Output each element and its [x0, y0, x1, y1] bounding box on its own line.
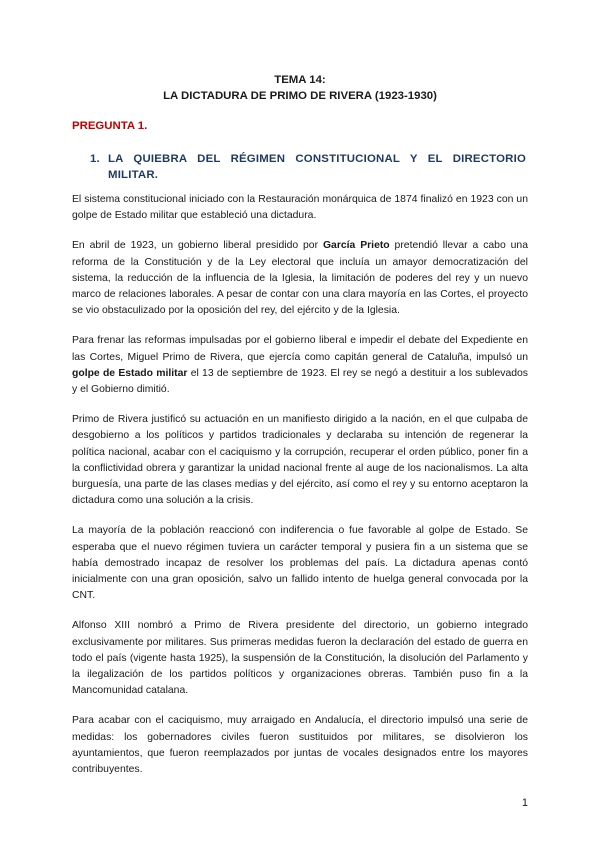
document-title-block	[72, 72, 528, 104]
document-body	[72, 192, 528, 792]
paragraph-2	[72, 238, 528, 319]
paragraph-3-bold: golpe de Estado militar	[72, 367, 188, 379]
section-title: LA QUIEBRA DEL RÉGIMEN CONSTITUCIONAL Y EL DIRECTORIO MILITAR.	[108, 153, 526, 181]
paragraph-5: La mayoría de la población reaccionó con indiferencia o fue favorable al golpe de Estado. Se esperaba que el nuevo régimen tuviera un carácter temporal y pusiera fin a un sistema que se había demostrado incapaz de resolver los problemas del país. La dictadura apenas contó inicialmente con una gran oposición, salvo un fallido intento de huelga general convocada por la CNT.	[72, 525, 528, 602]
paragraph-3-text-c: el 13 de septiembre de 1923. El rey se negó a destituir a los sublevados y el Gobierno dimitió.	[72, 367, 528, 396]
page-number: 1	[521, 797, 528, 809]
paragraph-3-text-a: Para frenar las reformas impulsadas por el gobierno liberal e impedir el debate del Expediente en las Cortes, Miguel Primo de Rivera, que ejercía como capitán general de Cataluña, impulsó un	[72, 335, 528, 363]
paragraph-2-text-c: pretendió llevar a cabo una reforma de la Constitución y de la Ley electoral que incluía un amayor democratización del sistema, la reducción de la influencia de la Iglesia, la limitación de poderes del rey y un nuevo marco de relaciones laborales. A pesar de contar con una clara mayoría en las Cortes, el proyecto se vio obstaculizado por la oposición del rey, del ejército y de la Iglesia.	[72, 240, 528, 317]
section-heading	[90, 151, 526, 183]
section-number: 1.	[90, 153, 100, 165]
paragraph-2-bold: García Prieto	[322, 240, 390, 252]
paragraph-1: El sistema constitucional iniciado con la Restauración monárquica de 1874 finalizó en 1923 con un golpe de Estado militar que estableció una dictadura.	[72, 194, 528, 222]
question-label: PREGUNTA 1.	[72, 120, 148, 132]
topic-label: TEMA 14:	[274, 74, 326, 86]
paragraph-3	[72, 333, 528, 398]
paragraph-6: Alfonso XIII nombró a Primo de Rivera presidente del directorio, un gobierno integrado exclusivamente por militares. Sus primeras medidas fueron la declaración del estado de guerra en todo el país (vigente hasta 1925), la suspensión de la Constitución, la disolución del Parlamento y la ilegalización de los partidos políticos y organizaciones obreras. También puso fin a la Mancomunidad catalana.	[72, 620, 528, 697]
paragraph-7: Para acabar con el caciquismo, muy arraigado en Andalucía, el directorio impulsó una serie de medidas: los gobernadores civiles fueron sustituidos por militares, se disolvieron los ayuntamientos, que fueron reemplazados por juntas de vocales designados entre los mayores contribuyentes.	[72, 715, 528, 776]
paragraph-2-text-a: En abril de 1923, un gobierno liberal presidido por	[72, 240, 323, 252]
paragraph-4: Primo de Rivera justificó su actuación en un manifiesto dirigido a la nación, en el que culpaba de desgobierno a los políticos y partidos tradicionales y declaraba su intención de regenerar la política nacional, acabar con el caciquismo y la corrupción, recuperar el orden público, poner fin a la conflictividad obrera y garantizar la unidad nacional frente al auge de los nacionalismos. La alta burguesía, una parte de las clases medias y del ejército, así como el rey y su entorno aceptaron la dictadura como una solución a la crisis.	[72, 414, 528, 507]
page-title: LA DICTADURA DE PRIMO DE RIVERA (1923-1930)	[163, 90, 437, 102]
